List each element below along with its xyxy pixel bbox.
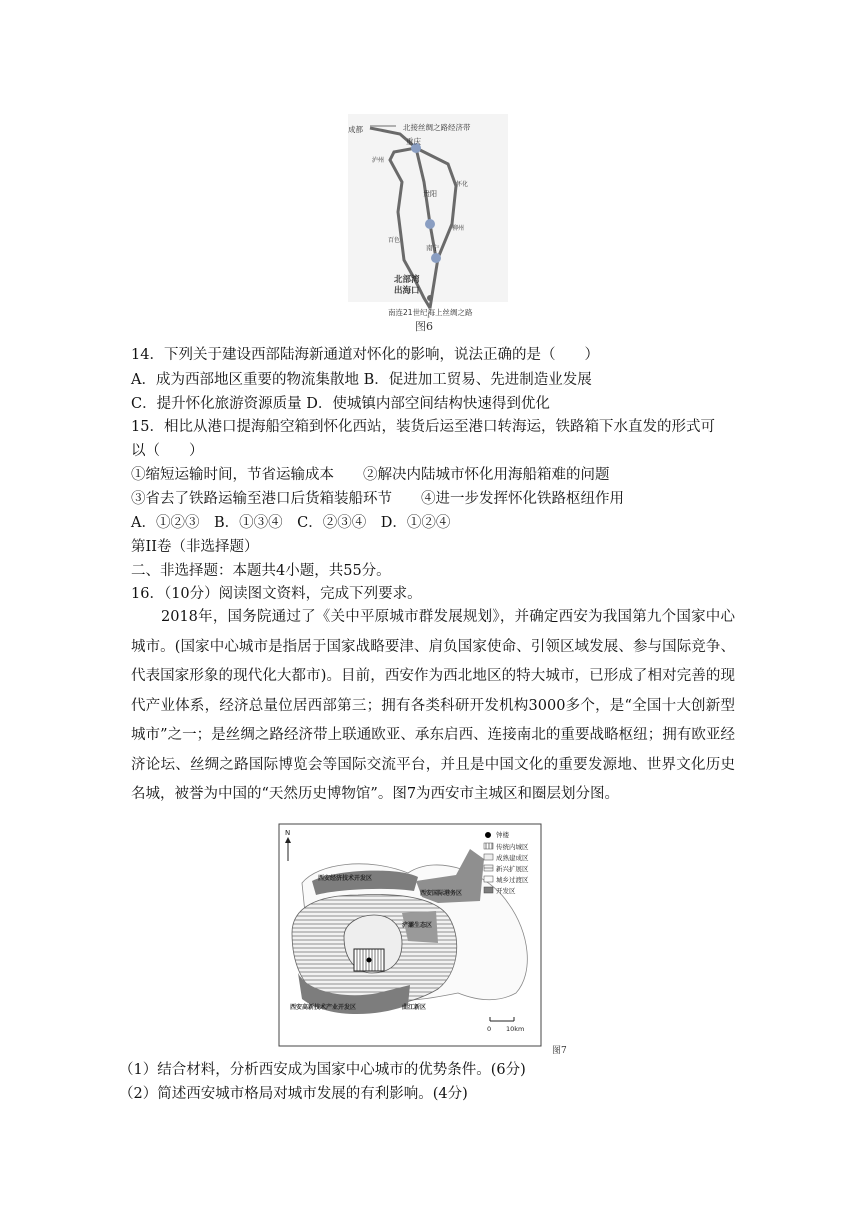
label-north: 北接丝绸之路经济带 [403,123,471,132]
scale-zero: 0 [487,1025,492,1033]
legend-label-4: 城乡过渡区 [496,876,529,884]
label-baise: 百色 [388,237,401,244]
section-heading: 二、非选择题：本题共4小题，共55分。 [131,563,391,579]
figure-6-corridor-map [330,112,530,334]
q14-stem: 14．下列关于建设西部陆海新通道对怀化的影响，说法正确的是（ ） [131,347,599,363]
q14-options-cd: C．提升怀化旅游资源质量 D．使城镇内部空间结构快速得到优化 [131,396,550,412]
legend-label-1: 传统内城区 [496,843,529,851]
q15-statements-34: ③省去了铁路运输至港口后货箱装船环节 ④进一步发挥怀化铁路枢纽作用 [131,491,624,507]
label-liuzhou: 柳州 [452,225,465,232]
label-south: 南连21世纪海上丝绸之路 [388,308,473,317]
legend-swatch-bell-tower [486,833,491,838]
legend-label-2: 成熟建成区 [496,854,529,862]
q16-sub2: （2）简述西安城市格局对城市发展的有利影响。(4分) [119,1086,468,1102]
q15-stem-line2: 以（ ） [131,443,204,459]
part2-title: 第II卷（非选择题） [131,539,259,555]
scale-length: 10km [506,1025,525,1033]
guiyang-marker [425,219,435,229]
label-luzhou: 泸州 [372,157,385,164]
q14-options-ab: A．成为西部地区重要的物流集散地 B．促进加工贸易、先进制造业发展 [131,372,592,388]
label-chongqing: 重庆 [406,137,421,146]
nanning-marker [431,253,441,263]
label-chengdu: 成都 [348,125,363,134]
q15-stem-line1: 15．相比从港口提海船空箱到怀化西站，装货后运至港口转海运，铁路箱下水直发的形式可 [131,419,715,435]
zone-label-chanba: 浐灞生态区 [402,922,433,929]
legend-swatch-mature [484,854,493,860]
q15-statements-12: ①缩短运输时间，节省运输成本 ②解决内陆城市怀化用海船箱难的问题 [131,467,610,483]
q16-sub1: （1）结合材料，分析西安成为国家中心城市的优势条件。(6分) [119,1062,526,1078]
legend-swatch-devzone [484,887,493,893]
zone-label-gangwu: 西安国际港务区 [420,890,463,897]
q15-answer-options: A．①②③ B．①③④ C．②③④ D．①②④ [131,515,451,531]
legend-swatch-inner-city [484,843,493,849]
q16-stem: 16．（10分）阅读图文资料，完成下列要求。 [131,586,422,602]
zone-label-qujiang: 曲江新区 [402,1004,427,1011]
label-guiyang: 贵阳 [423,190,437,198]
legend-label-3: 新兴扩展区 [496,865,529,873]
q16-material: 2018年，国务院通过了《关中平原城市群发展规划》，并确定西安为我国第九个国家中心城市。(国家中心城市是指居于国家战略要津、肩负国家使命、引领区域发展、参与国际竞争、代表国家形象的现代化大都市)。目前，西安作为西北地区的特大城市，已形成了相对完善的现代产业体系，经济总量位居西部第三；拥有各类科研开发机构3000多个，是“全国十大创新型城市”之一；是丝绸之路经济带上联通欧亚、承东启西、连接南北的重要战略枢纽；拥有欧亚经济论坛、丝绸之路国际博览会等国际交流平台，并且是中国文化的重要发源地、世界文化历史名城，被誉为中国的“天然历史博物馆”。图7为西安市主城区和圈层划分图。 [131,609,735,802]
outlet-marker [427,295,433,301]
bell-tower-marker [367,958,372,963]
figure-7-xian-map [278,823,544,1049]
zone-label-gaoxin: 西安高新技术产业开发区 [290,1004,357,1011]
figure-7-caption: 图7 [552,1046,567,1056]
figure-6-caption: 图6 [415,320,433,333]
zone-label-jingkai: 西安经济技术开发区 [318,875,373,882]
legend-swatch-emerging [484,865,493,871]
legend-label-5: 开发区 [496,887,516,895]
label-huaihua: 怀化 [456,181,469,188]
label-outlet: 出海口 [394,286,420,296]
north-label: N [285,829,291,837]
legend-label-0: 钟楼 [496,831,509,839]
label-nanning: 南宁 [426,244,439,252]
legend-swatch-transition [484,876,493,882]
label-beibuwan: 北部湾 [394,275,420,285]
